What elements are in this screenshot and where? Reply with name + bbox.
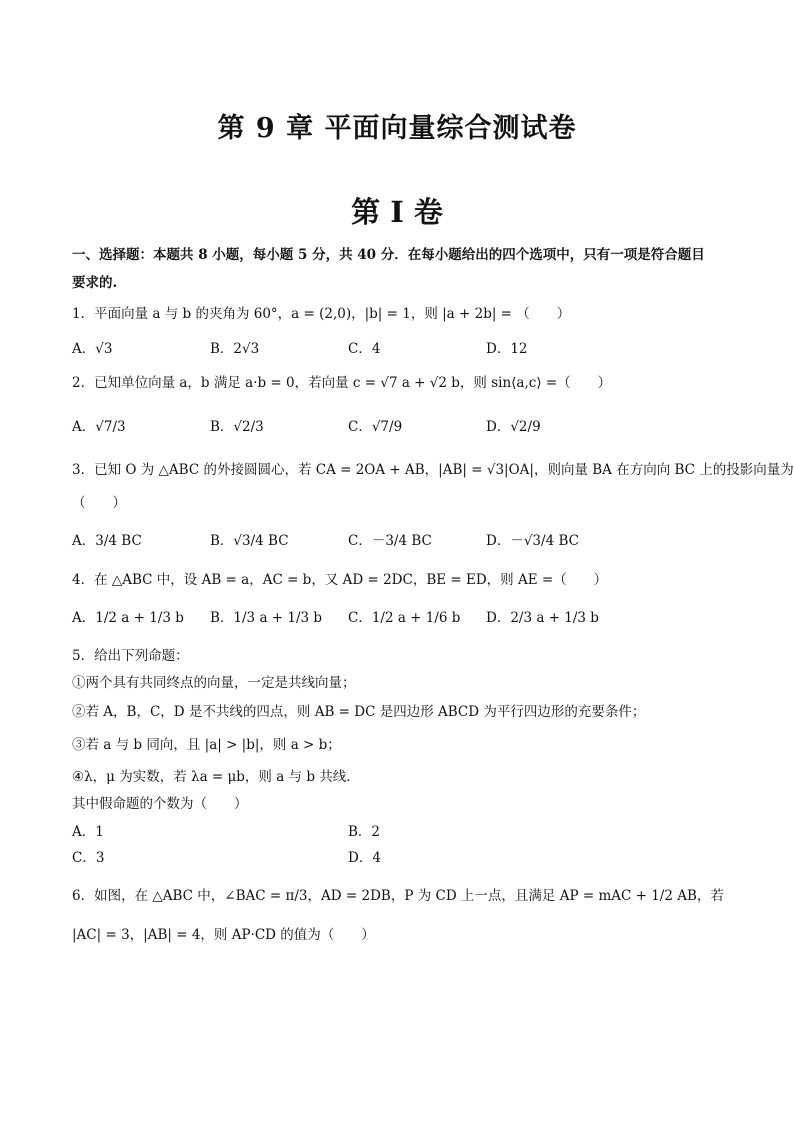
q3-option-d: D．－√3/4 BC	[486, 533, 579, 549]
q4-option-b: B．1/3 a + 1/3 b	[210, 610, 323, 626]
q4-option-d: D．2/3 a + 1/3 b	[486, 610, 599, 626]
q4-stem: 4．在 △ABC 中，设 AB = a，AC = b，又 AD = 2DC，BE = ED，则 AE =（ ）	[72, 572, 608, 588]
q5-stem: 5．给出下列命题：	[72, 648, 189, 664]
q5-statement-1: ①两个具有共同终点的向量，一定是共线向量；	[72, 675, 356, 691]
q3-option-a: A．3/4 BC	[72, 533, 142, 549]
q5-statement-3: ③若 a 与 b 同向，且 |a| > |b|，则 a > b；	[72, 737, 341, 753]
section-heading-line2: 要求的.	[72, 275, 118, 291]
q1-option-a: A．√3	[72, 341, 113, 357]
section-heading-line1: 一、选择题：本题共 8 小题，每小题 5 分，共 40 分．在每小题给出的四个选项中，只有一项是符合题目	[72, 247, 705, 263]
q3-option-c: C．－3/4 BC	[348, 533, 432, 549]
volume-title: 第 I 卷	[351, 195, 443, 229]
q4-option-a: A．1/2 a + 1/3 b	[72, 610, 184, 626]
q6-stem-line2: |AC| = 3，|AB| = 4，则 AP·CD 的值为（ ）	[72, 927, 375, 943]
q6-stem-line1: 6．如图，在 △ABC 中，∠BAC = π/3，AD = 2DB，P 为 CD 上一点，且满足 AP = mAC + 1/2 AB，若	[72, 888, 724, 904]
q1-option-b: B．2√3	[210, 341, 260, 357]
q2-option-b: B．√2/3	[210, 419, 264, 435]
q5-option-c: C．3	[72, 850, 105, 866]
q5-question: 其中假命题的个数为（ ）	[72, 796, 248, 812]
q2-option-c: C．√7/9	[348, 419, 403, 435]
q5-option-b: B．2	[348, 824, 381, 840]
q3-stem-line2: （ ）	[72, 495, 126, 511]
q5-option-a: A．1	[72, 824, 104, 840]
q1-option-d: D．12	[486, 341, 528, 357]
q3-stem-line1: 3．已知 O 为 △ABC 的外接圆圆心，若 CA = 2OA + AB，|AB| = √3|OA|，则向量 BA 在方向向 BC 上的投影向量为	[72, 462, 794, 478]
q3-option-b: B．√3/4 BC	[210, 533, 289, 549]
q4-option-c: C．1/2 a + 1/6 b	[348, 610, 461, 626]
q2-option-a: A．√7/3	[72, 419, 126, 435]
q2-option-d: D．√2/9	[486, 419, 541, 435]
q5-statement-4: ④λ，μ 为实数，若 λa = μb，则 a 与 b 共线．	[72, 769, 360, 785]
q1-stem: 1．平面向量 a 与 b 的夹角为 60°，a = (2,0)，|b| = 1，则 |a + 2b| = （ ）	[72, 306, 571, 322]
q5-statement-2: ②若 A，B，C，D 是不共线的四点，则 AB = DC 是四边形 ABCD 为平行四边形的充要条件；	[72, 704, 646, 720]
exam-title: 第 9 章 平面向量综合测试卷	[217, 113, 577, 144]
q1-option-c: C．4	[348, 341, 381, 357]
q5-option-d: D．4	[348, 850, 381, 866]
q2-stem: 2．已知单位向量 a，b 满足 a·b = 0，若向量 c = √7 a + √2 b，则 sin⟨a,c⟩ =（ ）	[72, 375, 612, 391]
